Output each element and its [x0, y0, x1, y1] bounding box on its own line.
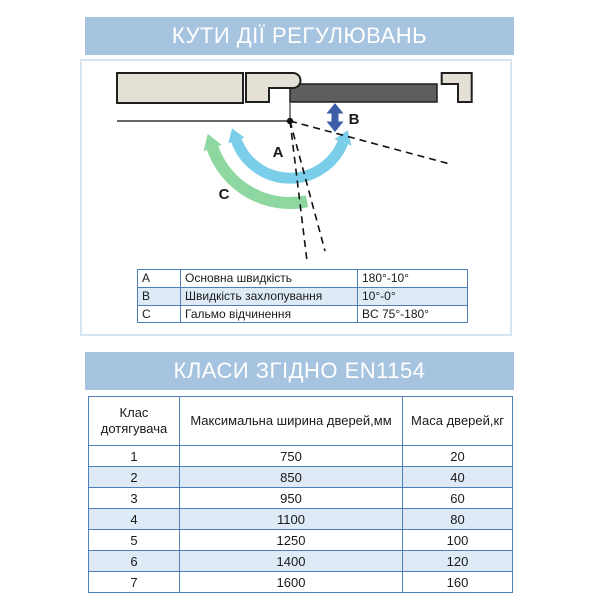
- legend-key: C: [138, 305, 181, 323]
- section1-title-bar: [85, 17, 514, 55]
- table-row: [89, 488, 513, 509]
- cell-class: 7: [89, 572, 180, 593]
- door-leaf: [290, 84, 437, 102]
- arrow-b-label: B: [348, 111, 360, 128]
- dashed-line-down-1: [290, 121, 307, 261]
- table-row: [138, 287, 468, 305]
- pivot-point: [287, 118, 293, 124]
- cell-width: 1400: [180, 551, 403, 572]
- door-jamb-right: [442, 73, 472, 102]
- wall-left: [117, 73, 243, 103]
- legend-value: BC 75°-180°: [358, 305, 468, 323]
- cell-mass: 40: [403, 467, 513, 488]
- section2-title-bar: [85, 352, 514, 390]
- table-header-row: [89, 397, 513, 446]
- table-row: [89, 530, 513, 551]
- legend-value: 10°-0°: [358, 287, 468, 305]
- cell-class: 1: [89, 446, 180, 467]
- arrow-a-label: A: [272, 144, 284, 161]
- cell-mass: 20: [403, 446, 513, 467]
- arrow-c-label: C: [218, 186, 230, 203]
- dashed-line-right: [290, 121, 450, 164]
- table-row: [89, 572, 513, 593]
- arrow-b-double-icon: [327, 103, 344, 132]
- cell-width: 1250: [180, 530, 403, 551]
- arrow-a-arc: [236, 141, 343, 179]
- cell-class: 5: [89, 530, 180, 551]
- col-header-class: Клас дотягувача: [89, 397, 180, 446]
- legend-param: Гальмо відчинення: [181, 305, 358, 323]
- table-row: [138, 305, 468, 323]
- table-row: [89, 446, 513, 467]
- legend-key: A: [138, 270, 181, 288]
- cell-width: 750: [180, 446, 403, 467]
- dashed-line-down-2: [290, 121, 325, 251]
- cell-mass: 60: [403, 488, 513, 509]
- en1154-classes-table: [88, 396, 513, 593]
- angles-legend-table: [137, 269, 468, 323]
- table-row: [89, 509, 513, 530]
- cell-class: 2: [89, 467, 180, 488]
- col-header-width: Максимальна ширина дверей,мм: [180, 397, 403, 446]
- section2-title: КЛАСИ ЗГІДНО EN1154: [173, 358, 426, 383]
- cell-class: 4: [89, 509, 180, 530]
- cell-width: 850: [180, 467, 403, 488]
- col-header-mass: Маса дверей,кг: [403, 397, 513, 446]
- cell-mass: 120: [403, 551, 513, 572]
- legend-param: Швидкість захлопування: [181, 287, 358, 305]
- legend-value: 180°-10°: [358, 270, 468, 288]
- table-row: [138, 270, 468, 288]
- legend-key: B: [138, 287, 181, 305]
- cell-mass: 160: [403, 572, 513, 593]
- legend-param: Основна швидкість: [181, 270, 358, 288]
- cell-width: 1600: [180, 572, 403, 593]
- section1-title: КУТИ ДІЇ РЕГУЛЮВАНЬ: [171, 23, 428, 48]
- table-row: [89, 467, 513, 488]
- table-row: [89, 551, 513, 572]
- cell-class: 6: [89, 551, 180, 572]
- cell-class: 3: [89, 488, 180, 509]
- cell-mass: 100: [403, 530, 513, 551]
- cell-mass: 80: [403, 509, 513, 530]
- cell-width: 950: [180, 488, 403, 509]
- cell-width: 1100: [180, 509, 403, 530]
